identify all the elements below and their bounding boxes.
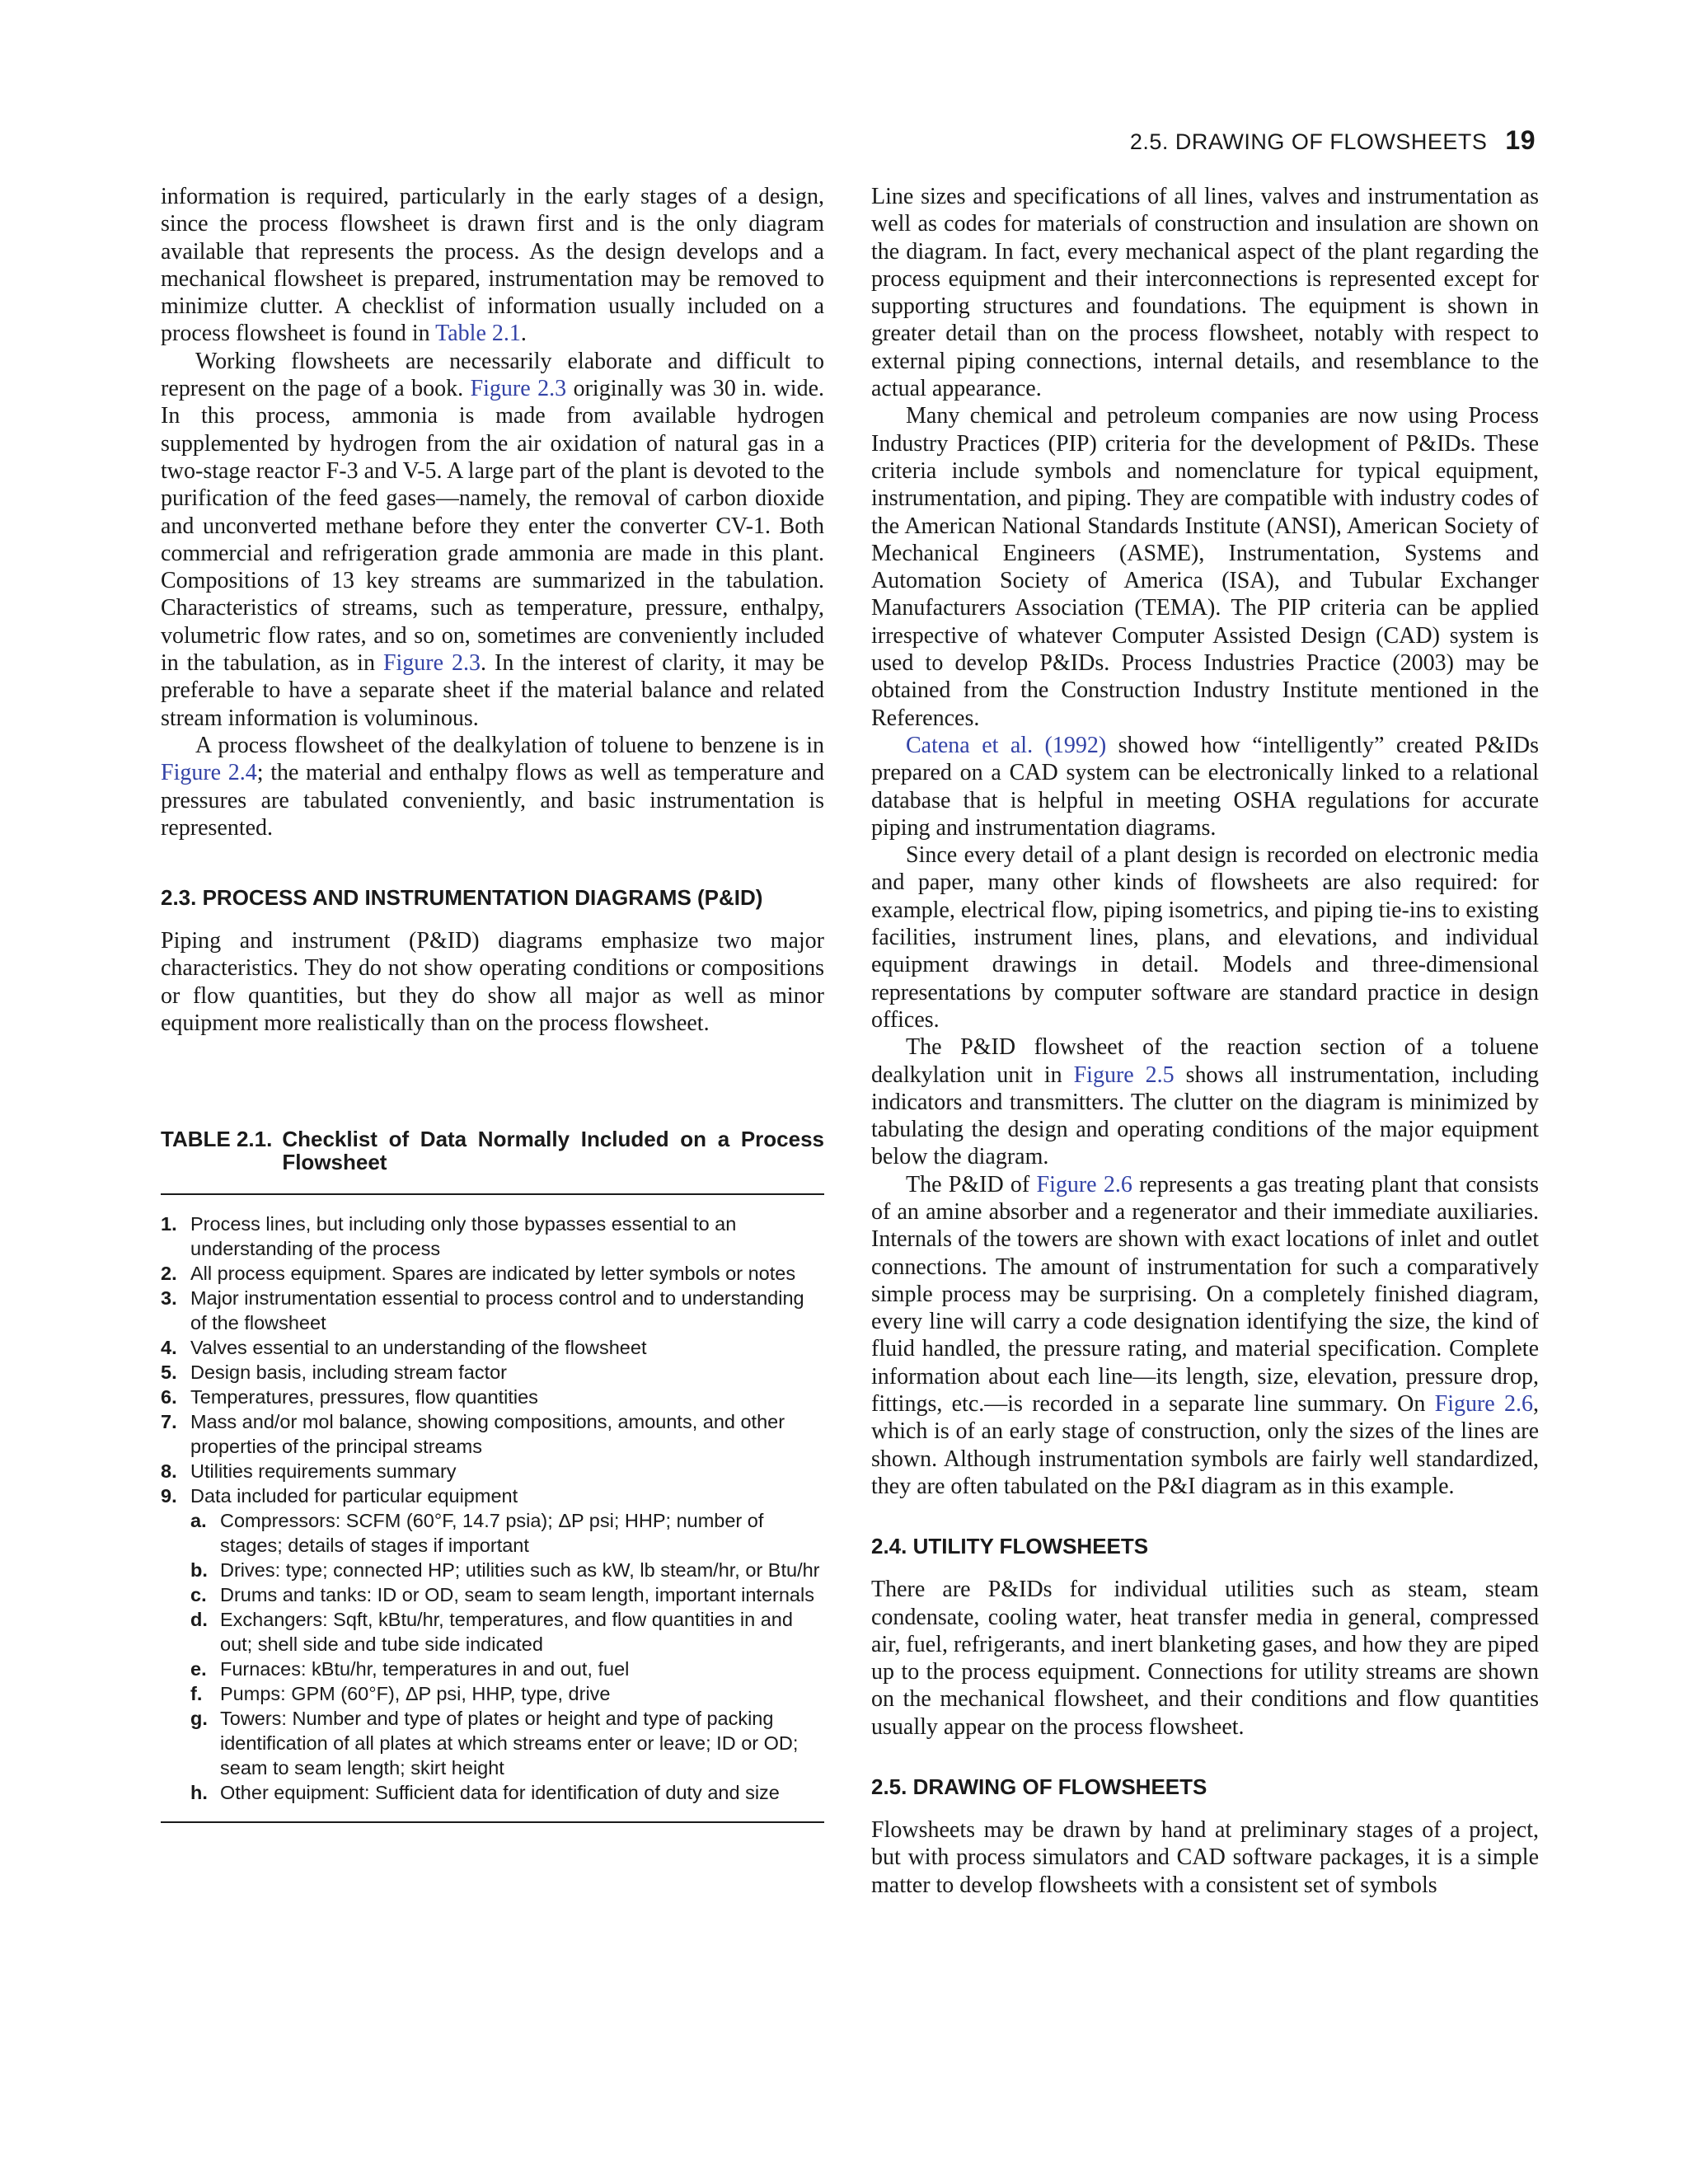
checklist-subitem [190,1681,824,1706]
checklist-item [161,1459,824,1483]
subitem-letter: a. [190,1510,207,1532]
paragraph: The P&ID flowsheet of the reaction section of a toluene dealkylation unit in Figure 2.5 shows all instrumentation, including indicators and transmitters. The clutter on the diagram is minimized by tabulating the design and operating conditions of the major equipment below the diagram. [871,1034,1539,1170]
figure-2-6-link[interactable]: Figure 2.6 [1434,1391,1534,1418]
paragraph: Since every detail of a plant design is recorded on electronic media and paper, many other kinds of flowsheets are also required: for example, electrical flow, piping isometrics, and piping tie-ins to existing facilities, instrument lines, plans, and elevations, and individual equipment drawings in detail. Models and three-dimensional representations by computer software are standard practice in design offices. [871,842,1539,1033]
item-number: 2. [161,1263,177,1285]
item-number: 6. [161,1386,177,1408]
checklist-subitem [190,1582,824,1607]
item-number: 4. [161,1337,177,1359]
item-number: 9. [161,1485,177,1507]
table-bottom-rule [161,1821,824,1823]
paragraph: Flowsheets may be drawn by hand at preliminary stages of a project, but with process simulators and CAD software packages, it is a simple matter to develop flowsheets with a consistent set of symbols [871,1817,1539,1898]
subitem-text: Drives: type; connected HP; utilities such as kW, lb steam/hr, or Btu/hr [220,1559,820,1582]
item-text: Major instrumentation essential to process control and to understanding of the flowsheet [190,1287,804,1334]
subitem-text: Pumps: GPM (60°F), ΔP psi, HHP, type, drive [220,1683,611,1705]
subitem-text: Compressors: SCFM (60°F, 14.7 psia); ΔP psi; HHP; number of stages; details of stages if important [220,1510,764,1557]
table-caption: Checklist of Data Normally Included on a Process Flowsheet [282,1127,824,1175]
catena-citation-link[interactable]: Catena et al. (1992) [906,732,1107,758]
subitem-text: Other equipment: Sufficient data for identification of duty and size [220,1782,780,1804]
paragraph: Working flowsheets are necessarily elaborate and difficult to represent on the page of a book. Figure 2.3 originally was 30 in. wide. In this process, ammonia is made from available hydrogen supplemented by hydrogen from the air oxidation of natural gas in a two-stage reactor F-3 and V-5. A large part of the plant is devoted to the purification of the feed gases—namely, the removal of carbon dioxide and unconverted methane before they enter the converter CV-1. Both commercial and refrigeration grade ammonia are made in this plant. Compositions of 13 key streams are summarized in the tabulation. Characteristics of streams, such as temperature, pressure, enthalpy, volumetric flow rates, and so on, sometimes are conveniently included in the tabulation, as in Figure 2.3. In the interest of clarity, it may be preferable to have a separate sheet if the material balance and related stream information is voluminous. [161,348,825,731]
checklist-subitem [190,1706,824,1780]
paragraph: Piping and instrument (P&ID) diagrams emphasize two major characteristics. They do not show operating conditions or compositions or flow quantities, but they do show all major as well as minor equipment more realistically than on the process flowsheet. [161,928,824,1037]
item-number: 8. [161,1460,177,1483]
section-heading-2-3: 2.3. PROCESS AND INSTRUMENTATION DIAGRAMS (P&ID) [161,885,763,911]
running-title: 2.5. DRAWING OF FLOWSHEETS [1129,129,1488,154]
checklist-subitem [190,1508,824,1558]
table-title [161,1127,824,1174]
subitem-letter: h. [190,1782,208,1804]
checklist [161,1212,824,1805]
table-2-1-link[interactable]: Table 2.1 [435,321,521,347]
page-number: 19 [1505,125,1536,155]
figure-2-3-link[interactable]: Figure 2.3 [382,650,481,677]
subitem-letter: c. [190,1584,207,1606]
running-header [1130,125,1536,156]
item-number: 3. [161,1287,177,1310]
section-heading-2-5: 2.5. DRAWING OF FLOWSHEETS [871,1774,1207,1800]
checklist-item [161,1360,824,1385]
figure-2-4-link[interactable]: Figure 2.4 [161,760,257,786]
right-column [871,183,1539,1899]
checklist-item [161,1483,824,1508]
paragraph: There are P&IDs for individual utilities such as steam, steam condensate, cooling water, heat transfer media in general, compressed air, fuel, refrigerants, and inert blanketing gases, and how they are piped up to the process equipment. Connections for utility streams are shown on the mechanical flowsheet, and their conditions and flow quantities usually appear on the process flowsheet. [871,1577,1539,1740]
subitem-letter: g. [190,1708,208,1730]
item-number: 7. [161,1411,177,1433]
item-text: Utilities requirements summary [190,1460,457,1483]
item-number: 5. [161,1361,177,1384]
checklist-item [161,1261,824,1286]
subitem-letter: b. [190,1559,208,1582]
item-text: Valves essential to an understanding of the flowsheet [190,1337,647,1359]
subitem-letter: f. [190,1683,203,1705]
checklist-subitem [190,1657,824,1681]
figure-2-5-link[interactable]: Figure 2.5 [1073,1062,1175,1088]
paragraph: Many chemical and petroleum companies are now using Process Industry Practices (PIP) criteria for the development of P&IDs. These criteria include symbols and nomenclature for typical equipment, instrumentation, and piping. They are compatible with industry codes of the American National Standards Institute (ANSI), American Society of Mechanical Engineers (ASME), Instrumentation, Systems and Automation Society of America (ISA), and Tubular Exchanger Manufacturers Association (TEMA). The PIP criteria can be applied irrespective of whatever Computer Assisted Design (CAD) system is used to develop P&IDs. Process Industries Practice (2003) may be obtained from the Construction Industry Institute mentioned in the References. [871,403,1539,731]
subitem-letter: d. [190,1609,208,1631]
table-2-1 [161,1127,824,1823]
item-text: All process equipment. Spares are indicated by letter symbols or notes [190,1263,796,1285]
section-heading-2-4: 2.4. UTILITY FLOWSHEETS [871,1534,1149,1559]
item-number: 1. [161,1213,177,1235]
item-text: Process lines, but including only those bypasses essential to an understanding of the process [190,1213,737,1260]
checklist-item [161,1286,824,1335]
subitem-text: Drums and tanks: ID or OD, seam to seam length, important internals [220,1584,814,1606]
figure-2-3-link[interactable]: Figure 2.3 [470,376,567,402]
subitem-letter: e. [190,1658,207,1680]
checklist-item [161,1385,824,1409]
paragraph: The P&ID of Figure 2.6 represents a gas treating plant that consists of an amine absorber and a regenerator and their immediate auxiliaries. Internals of the towers are shown with exact locations of inlet and outlet connections. The amount of instrumentation for such a comparatively simple process may be surprising. On a completely finished diagram, every line will carry a code designation identifying the size, the kind of fluid handled, the pressure rating, and material specification. Complete information about each line—its length, size, elevation, pressure drop, fittings, etc.—is recorded in a separate line summary. On Figure 2.6, which is of an early stage of construction, only the sizes of the lines are shown. Although instrumentation symbols are fairly well standardized, they are often tabulated on the P&I diagram as in this example. [871,1171,1540,1499]
checklist-item [161,1335,824,1360]
subitem-text: Furnaces: kBtu/hr, temperatures in and out, fuel [220,1658,630,1680]
figure-2-6-link[interactable]: Figure 2.6 [1036,1171,1132,1197]
table-top-rule [161,1193,824,1195]
checklist-item [161,1212,824,1261]
checklist-subitems [161,1508,824,1805]
paragraph: Line sizes and specifications of all lines, valves and instrumentation as well as codes for materials of construction and insulation are shown on the diagram. In fact, every mechanical aspect of the plant regarding the process equipment and their interconnections is represented except for supporting structures and foundations. The equipment is shown in greater detail than on the process flowsheet, notably with respect to external piping connections, internal details, and resemblance to the actual appearance. [871,184,1539,402]
item-text: Design basis, including stream factor [190,1361,508,1384]
item-text: Temperatures, pressures, flow quantities [190,1386,538,1408]
paragraph: information is required, particularly in the early stages of a design, since the process flowsheet is drawn first and is the only diagram available that represents the process. As the design develops and a mechanical flowsheet is prepared, instrumentation may be removed to minimize clutter. A checklist of information usually included on a process flowsheet is found in Table 2.1. [161,184,824,347]
checklist-subitem [190,1780,824,1805]
table-number: TABLE 2.1. [161,1127,273,1152]
left-column [161,183,824,1823]
checklist-item [161,1409,824,1459]
item-text: Mass and/or mol balance, showing compositions, amounts, and other properties of the principal streams [190,1411,785,1458]
subitem-text: Towers: Number and type of plates or height and type of packing identification of all plates at which streams enter or leave; ID or OD; seam to seam length; skirt height [220,1708,799,1779]
paragraph: Catena et al. (1992) showed how “intelligently” created P&IDs prepared on a CAD system can be electronically linked to a relational database that is helpful in meeting OSHA regulations for accurate piping and instrumentation diagrams. [871,732,1539,841]
item-text: Data included for particular equipment [190,1485,518,1507]
paragraph: A process flowsheet of the dealkylation of toluene to benzene is in Figure 2.4; the material and enthalpy flows as well as temperature and pressures are tabulated conveniently, and basic instrumentation is represented. [161,732,824,841]
checklist-subitem [190,1607,824,1657]
subitem-text: Exchangers: Sqft, kBtu/hr, temperatures, and flow quantities in and out; shell side and tube side indicated [220,1609,793,1656]
checklist-subitem [190,1558,824,1582]
